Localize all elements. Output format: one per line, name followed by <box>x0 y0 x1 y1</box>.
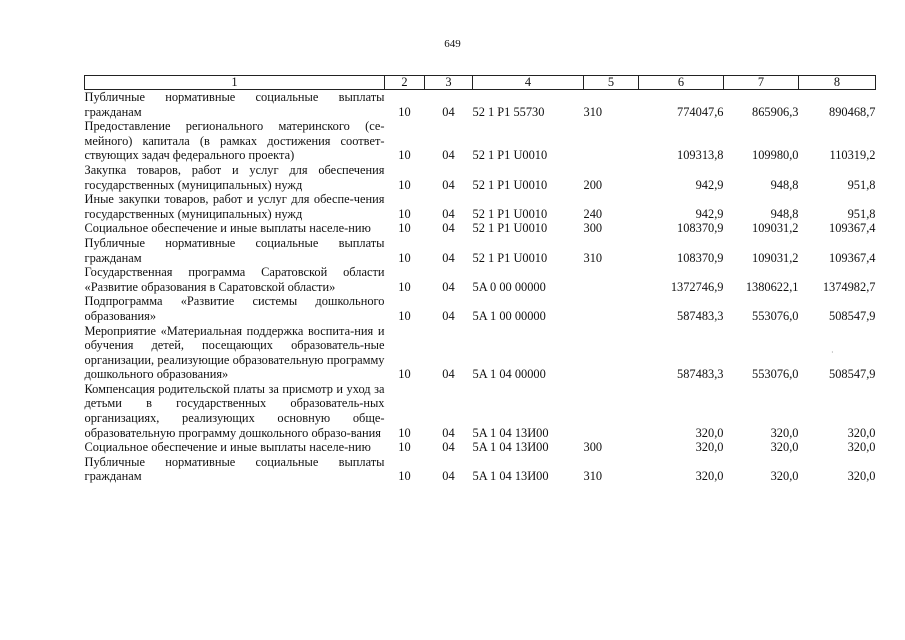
row-amount-year2: 109980,0 <box>752 148 799 163</box>
row-subsection: 04 <box>442 148 455 163</box>
row-section: 10 <box>398 367 411 382</box>
row-target-item: 5A 0 00 00000 <box>472 279 546 294</box>
row-section: 10 <box>398 279 411 294</box>
row-amount-year1: 320,0 <box>695 469 724 484</box>
row-section: 10 <box>398 440 411 455</box>
row-amount-year1: 108370,9 <box>677 221 724 236</box>
row-amount-year1: 320,0 <box>695 440 724 455</box>
row-amount-year1: 942,9 <box>695 177 724 192</box>
row-amount-year1: 1372746,9 <box>670 279 724 294</box>
col-header-7: 7 <box>724 76 799 90</box>
row-amount-year2: 553076,0 <box>752 367 799 382</box>
row-name: Подпрограмма «Развитие системы дошкольного образования» <box>84 294 385 323</box>
row-amount-year3: 109367,4 <box>829 250 876 265</box>
row-amount-year2: 948,8 <box>770 206 799 221</box>
row-section: 10 <box>398 308 411 323</box>
col-header-5: 5 <box>584 76 639 90</box>
row-amount-year2: 109031,2 <box>752 221 799 236</box>
table-row <box>85 221 876 236</box>
row-amount-year3: 951,8 <box>847 206 876 221</box>
row-section: 10 <box>398 206 411 221</box>
row-target-item: 5A 1 00 00000 <box>472 308 546 323</box>
table-row <box>85 455 876 484</box>
row-name: Предоставление регионального материнского (се-мейного) капитала (в рамках достижения соответ-ствующих задач федерального проекта) <box>84 119 385 163</box>
row-amount-year1: 109313,8 <box>677 148 724 163</box>
col-header-1: 1 <box>85 76 385 90</box>
row-subsection: 04 <box>442 469 455 484</box>
row-section: 10 <box>398 250 411 265</box>
row-subsection: 04 <box>442 367 455 382</box>
row-amount-year1: 587483,3 <box>677 308 724 323</box>
header-row <box>85 76 876 90</box>
table-body <box>85 90 876 485</box>
row-expense-type <box>584 265 639 294</box>
col-header-6: 6 <box>639 76 724 90</box>
row-expense-type: 300 <box>583 221 603 236</box>
row-subsection: 04 <box>442 250 455 265</box>
row-target-item: 5A 1 04 13И00 <box>472 425 549 440</box>
row-target-item: 52 1 P1 U0010 <box>472 206 548 221</box>
row-amount-year1: 108370,9 <box>677 250 724 265</box>
row-amount-year3: 508547,9 <box>829 367 876 382</box>
table-row <box>85 440 876 455</box>
row-amount-year3: 320,0 <box>847 469 876 484</box>
table-row <box>85 265 876 294</box>
row-expense-type: 240 <box>583 206 603 221</box>
row-expense-type <box>584 324 639 382</box>
col-header-8: 8 <box>799 76 876 90</box>
col-header-4: 4 <box>473 76 584 90</box>
row-section: 10 <box>398 469 411 484</box>
row-target-item: 5A 1 04 13И00 <box>472 440 549 455</box>
row-expense-type <box>584 294 639 323</box>
row-target-item: 52 1 P1 U0010 <box>472 250 548 265</box>
row-amount-year2: 320,0 <box>770 425 799 440</box>
table-row <box>85 90 876 120</box>
row-subsection: 04 <box>442 425 455 440</box>
row-amount-year3: 1374982,7 <box>822 279 876 294</box>
table-row <box>85 163 876 192</box>
row-amount-year3: 320,0 <box>847 425 876 440</box>
row-expense-type <box>584 382 639 440</box>
row-name: Социальное обеспечение и иные выплаты населе-нию <box>84 440 371 455</box>
row-subsection: 04 <box>442 104 455 119</box>
page-number: 649 <box>444 38 461 50</box>
row-amount-year1: 320,0 <box>695 425 724 440</box>
row-name: Компенсация родительской платы за присмотр и уход за детьми в государственных образователь-ных организациях, реализующих основную обще-образовательную программу дошкольного образо-вания <box>84 381 385 440</box>
row-amount-year2: 320,0 <box>770 469 799 484</box>
row-amount-year3: 320,0 <box>847 440 876 455</box>
row-subsection: 04 <box>442 221 455 236</box>
row-amount-year2: 320,0 <box>770 440 799 455</box>
row-amount-year3: 508547,9 <box>829 308 876 323</box>
row-target-item: 52 1 P1 55730 <box>472 104 545 119</box>
row-amount-year3: 110319,2 <box>829 148 876 163</box>
row-amount-year3: 890468,7 <box>829 104 876 119</box>
row-amount-year2: 1380622,1 <box>745 279 799 294</box>
row-name: Государственная программа Саратовской области «Развитие образования в Саратовской области» <box>84 265 385 294</box>
row-subsection: 04 <box>442 177 455 192</box>
row-expense-type <box>584 119 639 163</box>
row-expense-type: 300 <box>583 440 603 455</box>
row-subsection: 04 <box>442 308 455 323</box>
col-header-3: 3 <box>425 76 473 90</box>
col-header-2: 2 <box>385 76 425 90</box>
row-name: Публичные нормативные социальные выплаты гражданам <box>84 90 385 119</box>
row-expense-type: 200 <box>583 177 603 192</box>
row-amount-year3: 951,8 <box>847 177 876 192</box>
row-name: Мероприятие «Материальная поддержка воспита-ния и обучения детей, посещающих образователь-ные организации, реализующие образовательную программу дошкольного образования» <box>84 323 385 382</box>
row-name: Социальное обеспечение и иные выплаты населе-нию <box>84 221 371 236</box>
row-name: Закупка товаров, работ и услуг для обеспечения государственных (муниципальных) нужд <box>84 162 385 192</box>
row-target-item: 52 1 P1 U0010 <box>472 148 548 163</box>
row-section: 10 <box>398 221 411 236</box>
row-section: 10 <box>398 148 411 163</box>
row-name: Публичные нормативные социальные выплаты гражданам <box>84 454 385 484</box>
table-row <box>85 119 876 163</box>
table-row <box>85 294 876 323</box>
budget-table <box>84 75 876 484</box>
row-amount-year2: 109031,2 <box>752 250 799 265</box>
row-subsection: 04 <box>442 440 455 455</box>
table-row <box>85 382 876 440</box>
row-section: 10 <box>398 177 411 192</box>
table-row <box>85 236 876 265</box>
table-row <box>85 192 876 221</box>
row-target-item: 52 1 P1 U0010 <box>472 221 548 236</box>
row-target-item: 5A 1 04 00000 <box>472 367 546 382</box>
row-expense-type: 310 <box>583 104 603 119</box>
row-subsection: 04 <box>442 279 455 294</box>
row-target-item: 52 1 P1 U0010 <box>472 177 548 192</box>
table-row <box>85 324 876 382</box>
row-name: Публичные нормативные социальные выплаты гражданам <box>84 235 385 265</box>
row-amount-year1: 942,9 <box>695 206 724 221</box>
row-expense-type: 310 <box>583 250 603 265</box>
row-expense-type: 310 <box>583 469 603 484</box>
row-section: 10 <box>398 104 411 119</box>
row-target-item: 5A 1 04 13И00 <box>472 469 549 484</box>
row-amount-year1: 587483,3 <box>677 367 724 382</box>
row-amount-year2: 865906,3 <box>752 104 799 119</box>
row-amount-year1: 774047,6 <box>677 104 724 119</box>
row-name: Иные закупки товаров, работ и услуг для обеспе-чения государственных (муниципальных) нужд <box>84 192 385 221</box>
scan-mark: · <box>831 348 834 357</box>
row-amount-year3: 109367,4 <box>829 221 876 236</box>
row-amount-year2: 948,8 <box>770 177 799 192</box>
row-section: 10 <box>398 425 411 440</box>
row-subsection: 04 <box>442 206 455 221</box>
row-amount-year2: 553076,0 <box>752 308 799 323</box>
